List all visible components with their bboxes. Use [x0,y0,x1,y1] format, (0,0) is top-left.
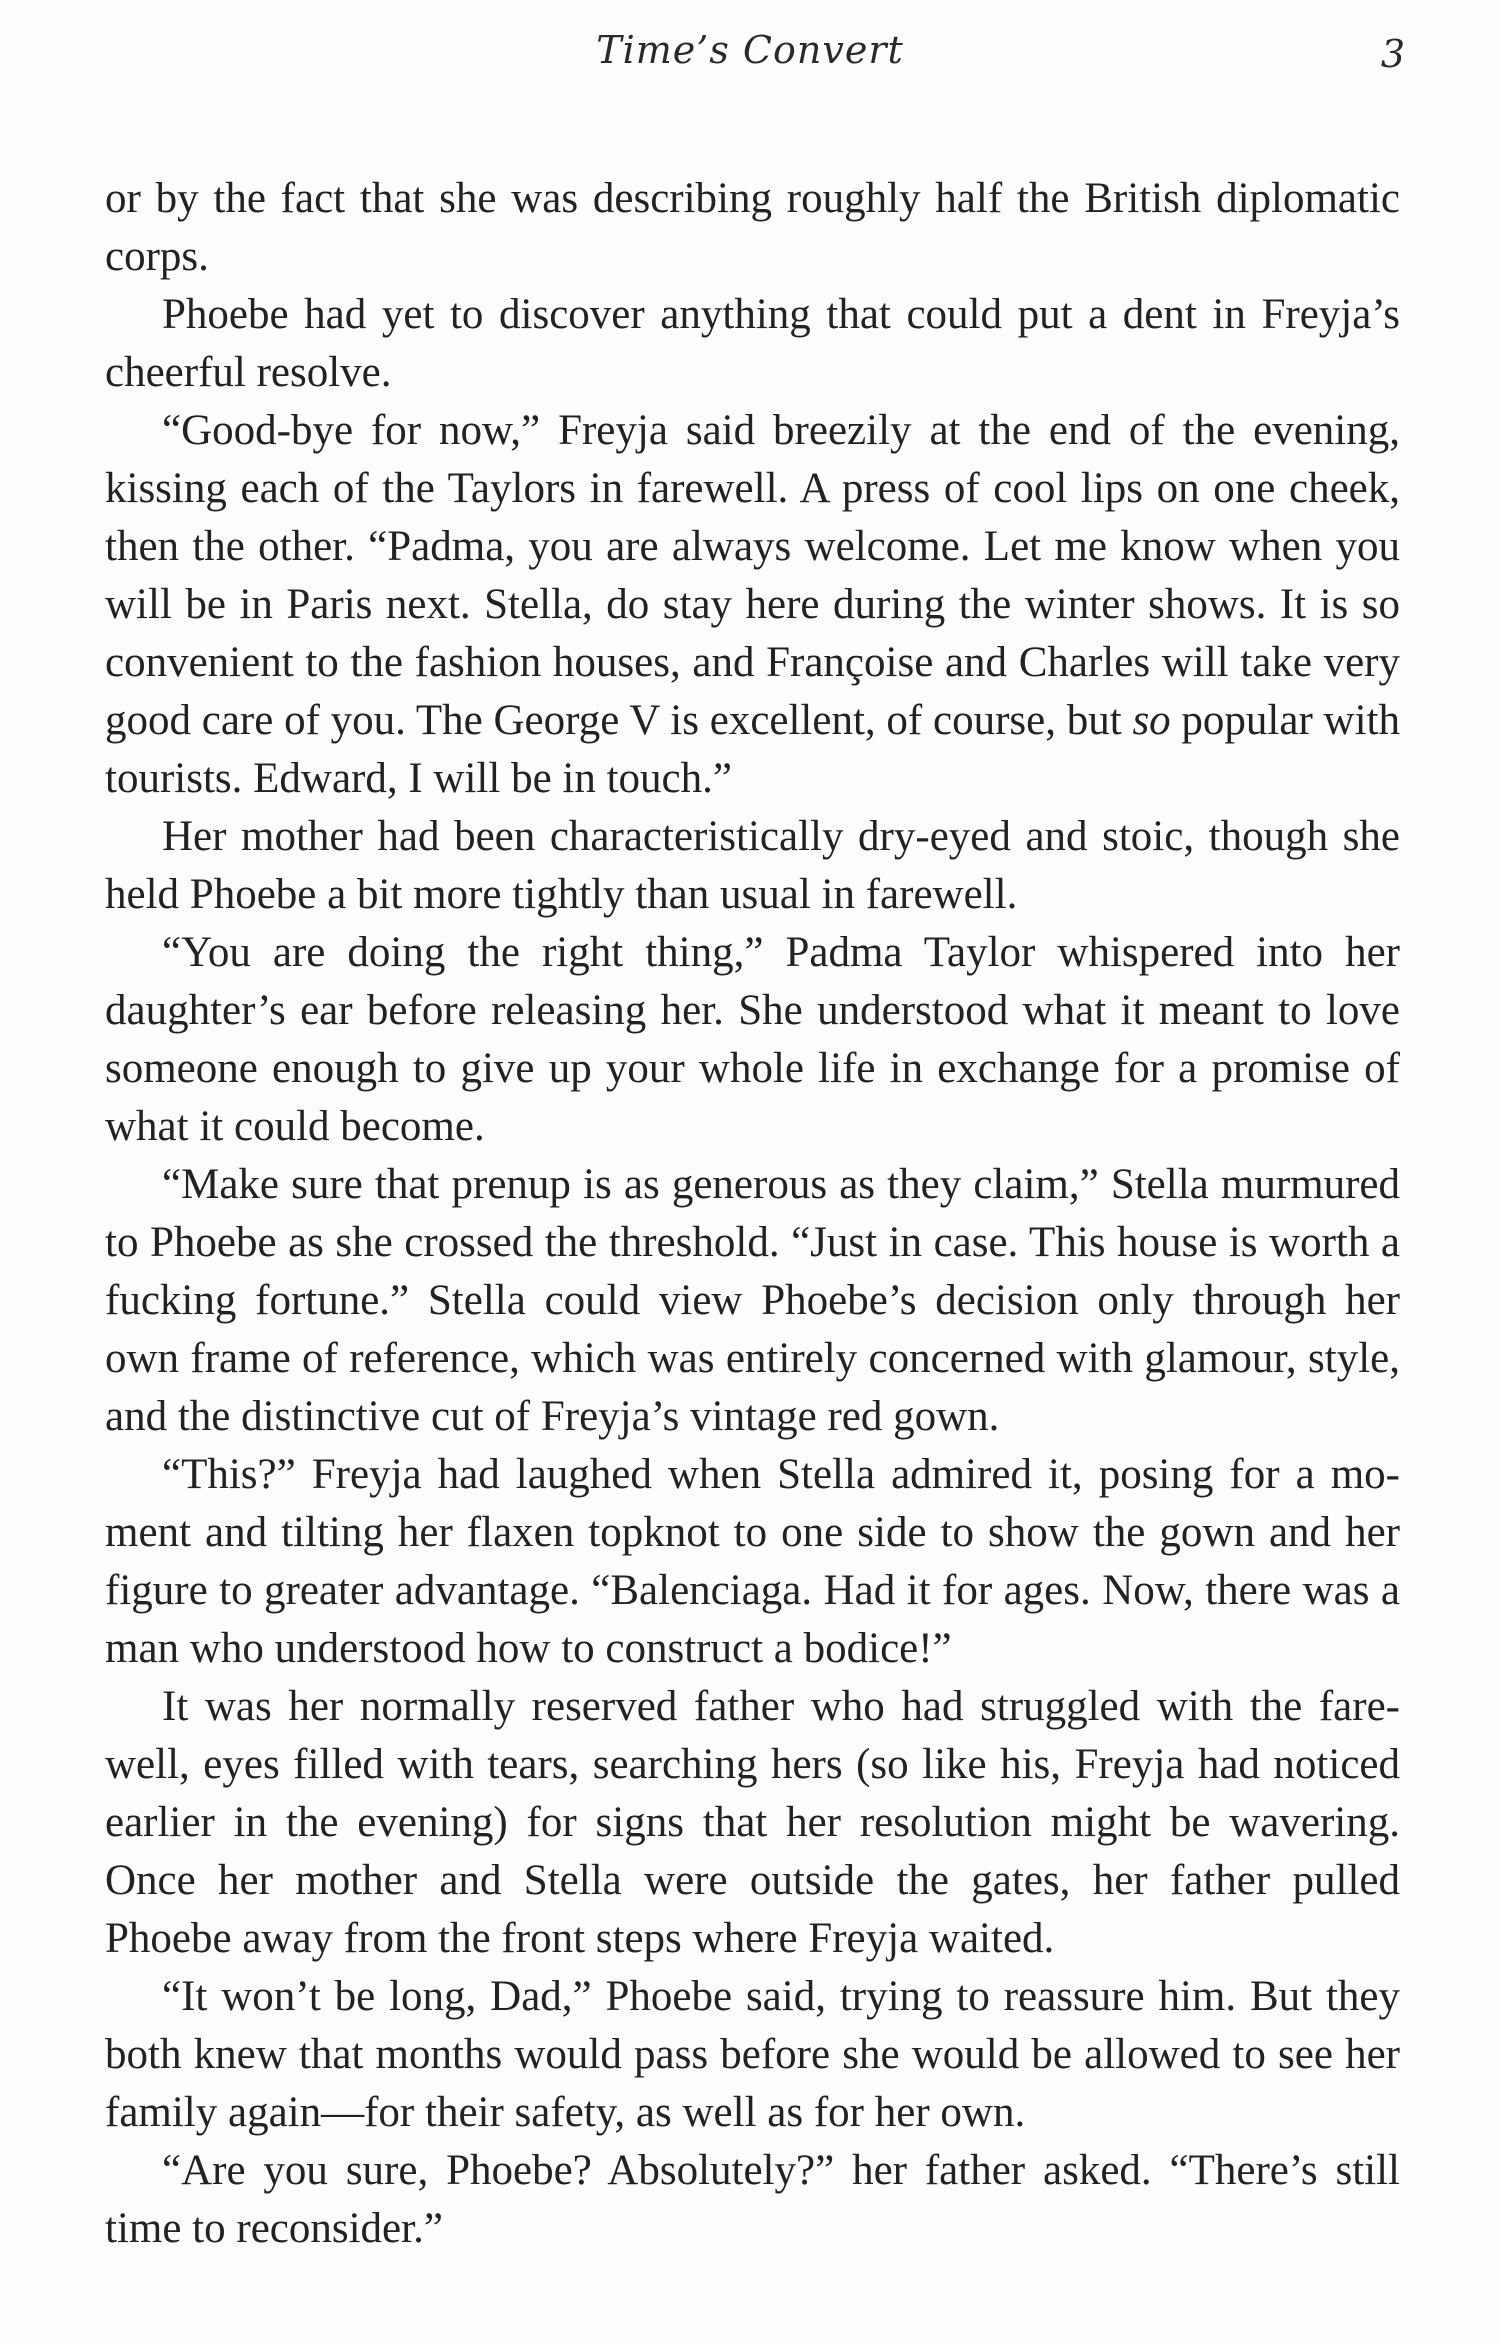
paragraph: Her mother had been characteristically dry-eyed and stoic, though she held Phoebe a bit more tightly than usual in farewell. [105,813,1400,918]
paragraph [105,402,1400,808]
paragraph: It was her normally reserved father who had struggled with the farewell, eyes filled with tears, searching hers (so like his, Freyja had noticed earlier in the evening) for signs that her resolution might be wavering. Once her mother and Stella were outside the gates, her father pulled Phoebe away from the front steps where Freyja waited. [105,1683,1400,1962]
paragraph-text: “Good-bye for now,” Freyja said breezily at the end of the evening, kissing each of the Taylors in farewell. A press of cool lips on one cheek, then the other. “Padma, you are always welcome. Let me know when you will be in Paris next. Stella, do stay here during the winter shows. It is so convenient to the fashion houses, and Françoise and Charles will take very good care of you. The George V is excellent, of course, but [105,407,1400,744]
paragraph: “This?” Freyja had laughed when Stella admired it, posing for a moment and tilting her flaxen topknot to one side to show the gown and her figure to greater advantage. “Balenciaga. Had it for ages. Now, there was a man who understood how to construct a bodice!” [105,1451,1400,1672]
paragraph: “You are doing the right thing,” Padma Taylor whispered into her daughter’s ear before releasing her. She understood what it meant to love someone enough to give up your whole life in exchange for a promise of what it could become. [105,929,1400,1150]
running-header [0,28,1500,78]
running-title: Time’s Convert [596,28,904,72]
paragraph: “Make sure that prenup is as generous as they claim,” Stella murmured to Phoebe as she crossed the threshold. “Just in case. This house is worth a fucking fortune.” Stella could view Phoebe’s decision only through her own frame of reference, which was entirely concerned with glamour, style, and the distinctive cut of Freyja’s vintage red gown. [105,1161,1400,1440]
paragraph: or by the fact that she was describing roughly half the British diplomatic corps. [105,175,1400,280]
italic-emphasis: so [1132,697,1171,744]
paragraph-text: popular with tourists. Edward, I will be in touch.” [105,697,1400,802]
paragraph: “Are you sure, Phoebe? Absolutely?” her father asked. “There’s still time to reconsider.” [105,2147,1400,2252]
paragraph: Phoebe had yet to discover anything that could put a dent in Freyja’s cheerful resolve. [105,291,1400,396]
page-number: 3 [1380,32,1405,76]
body-text [105,170,1400,2258]
paragraph: “It won’t be long, Dad,” Phoebe said, trying to reassure him. But they both knew that months would pass before she would be allowed to see her family again—for their safety, as well as for her own. [105,1973,1400,2136]
